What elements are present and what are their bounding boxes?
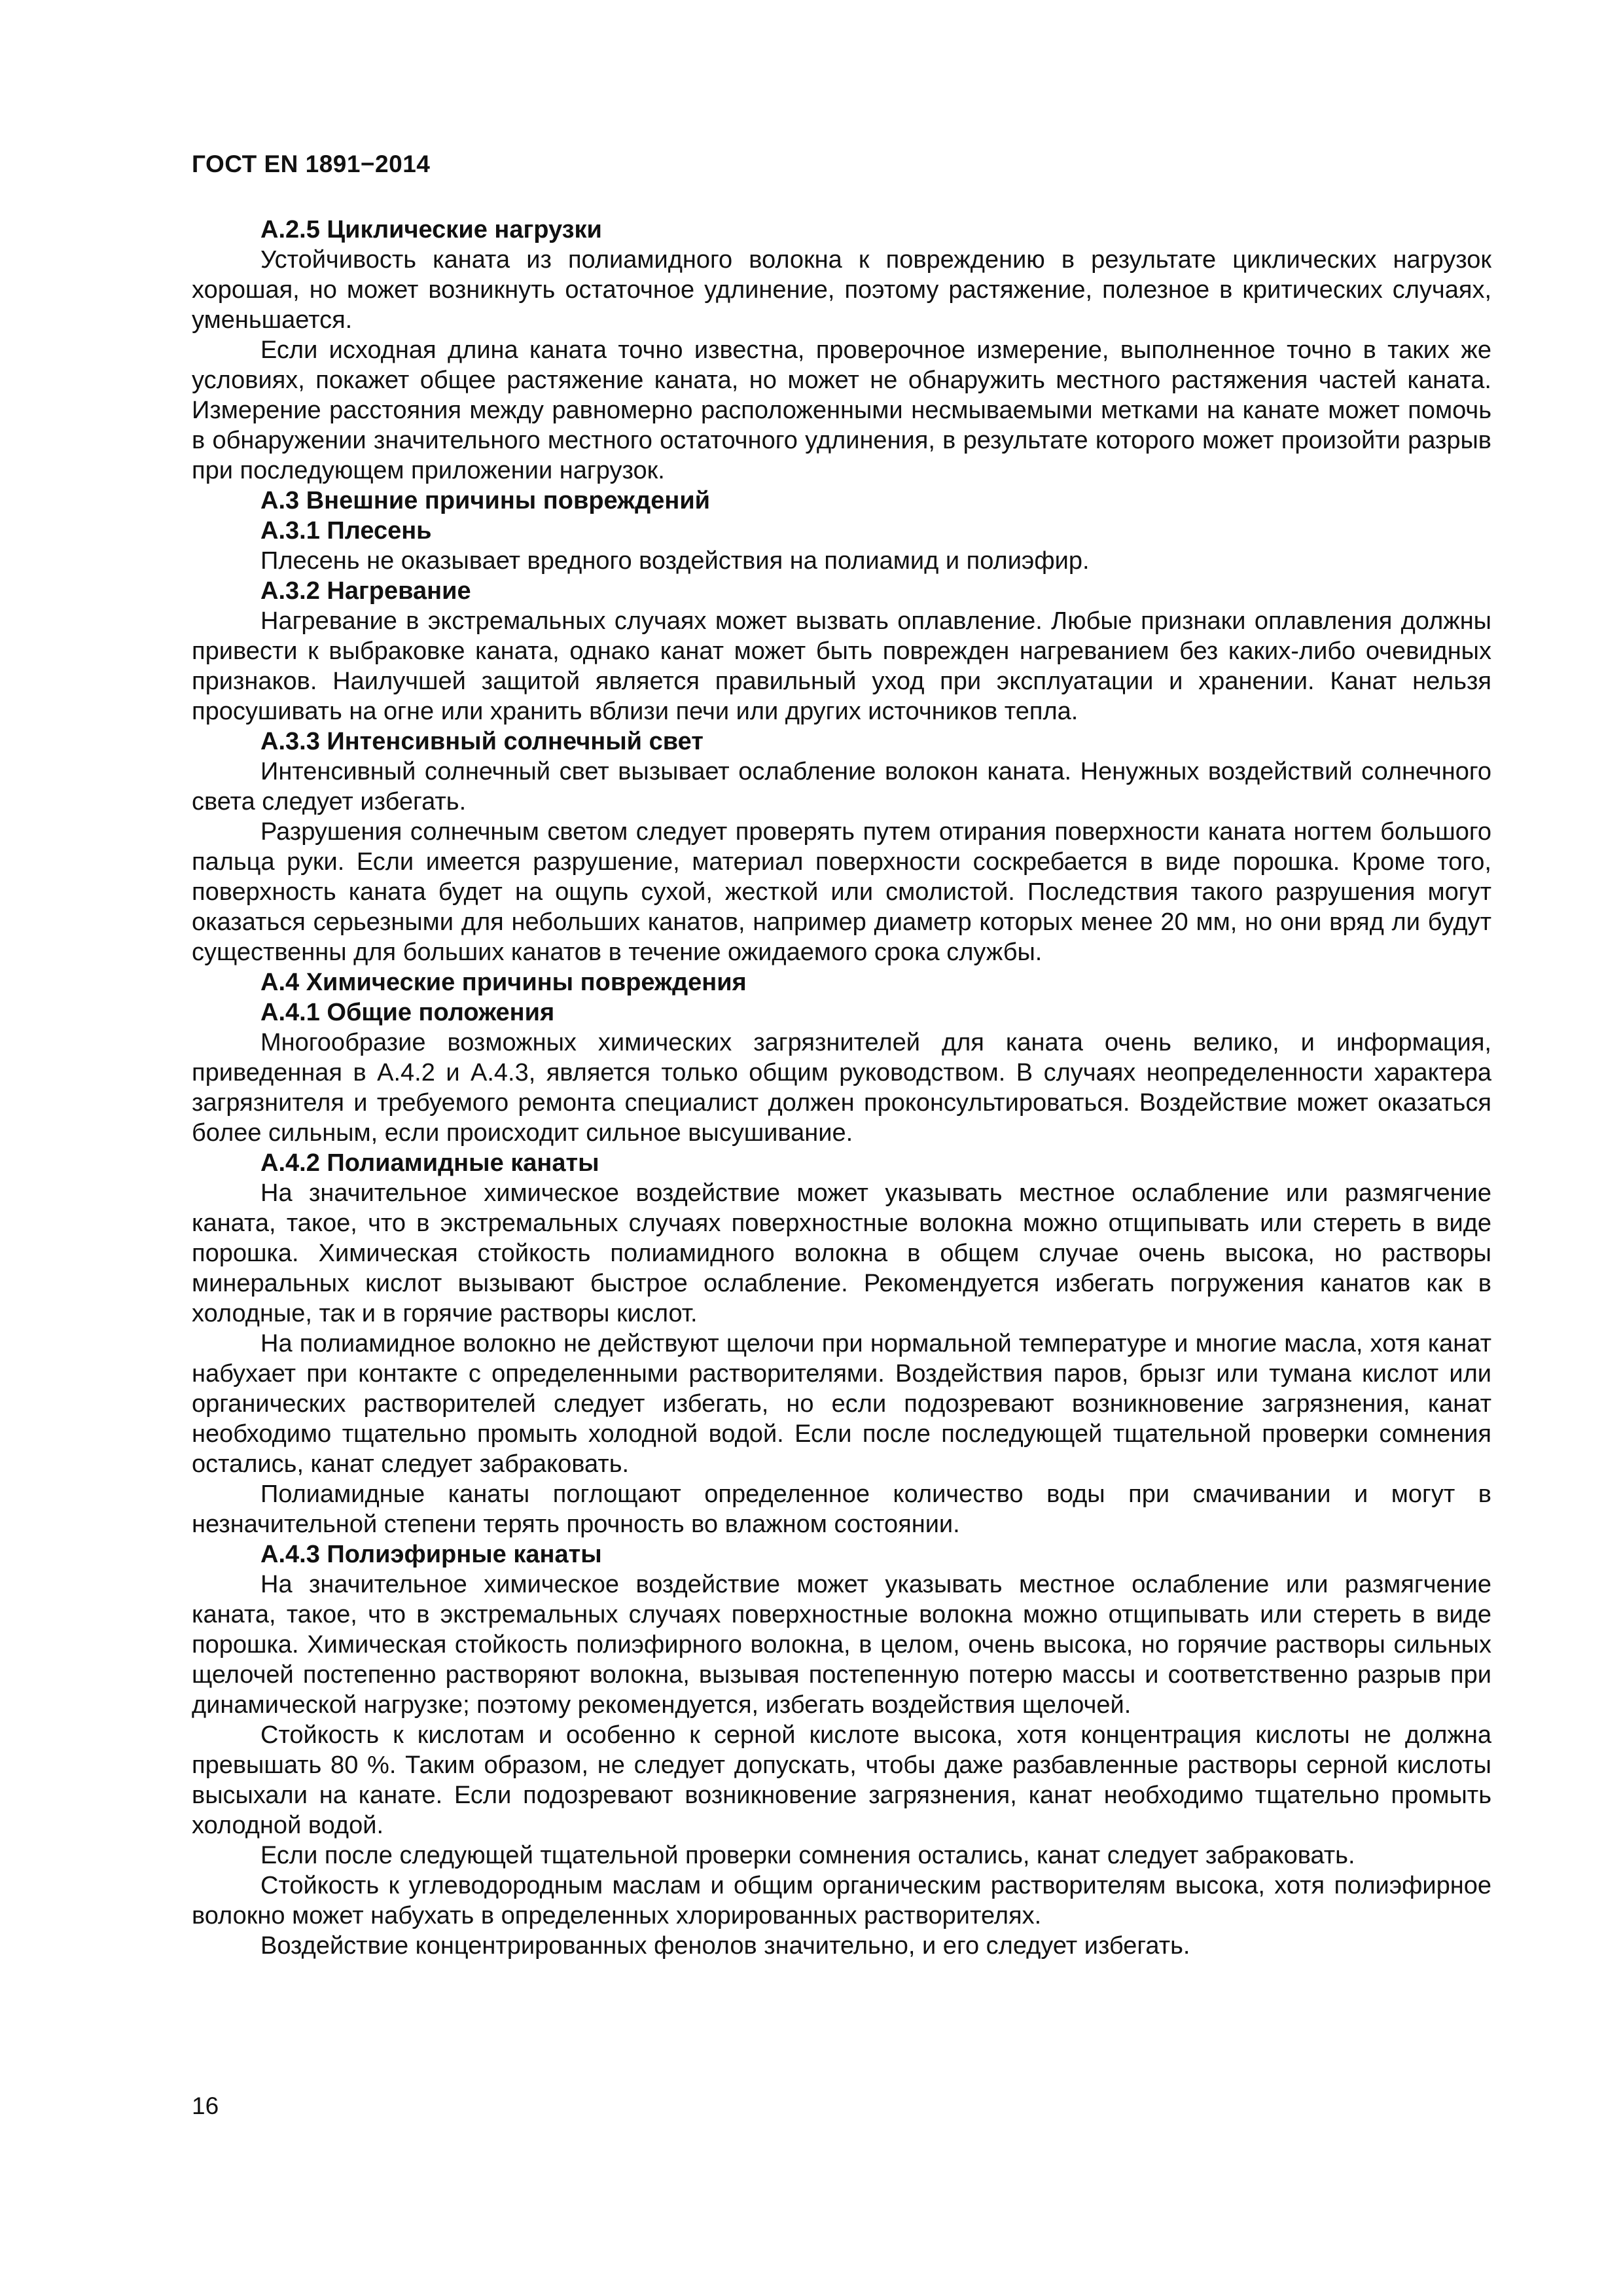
section-heading: А.4 Химические причины повреждения <box>260 969 747 996</box>
paragraph: На значительное химическое воздействие может указывать местное ослабление или размягчение каната, такое, что в экстремальных случаях поверхностные волокна можно отщипывать или стереть в виде порошка. Химическая стойкость полиамидного волокна в общем случае очень высока, но растворы минеральных кислот вызывают быстрое ослабление. Рекомендуется избегать погружения канатов как в холодные, так и в горячие растворы кислот. <box>192 1179 1491 1327</box>
section-heading: А.3.2 Нагревание <box>260 577 471 605</box>
section-heading: А.4.3 Полиэфирные канаты <box>260 1541 602 1568</box>
paragraph: Разрушения солнечным светом следует проверять путем отирания поверхности каната ногтем большого пальца руки. Если имеется разрушение, материал поверхности соскребается в виде порошка. Кроме того, поверхность каната будет на ощупь сухой, жесткой или смолистой. Последствия такого разрушения могут оказаться серьезными для небольших канатов, например диаметр которых менее 20 мм, но они вряд ли будут существенны для больших канатов в течение ожидаемого срока службы. <box>192 818 1491 966</box>
page-number: 16 <box>192 2092 219 2119</box>
section-heading: А.4.2 Полиамидные канаты <box>260 1149 599 1177</box>
section-heading: А.4.1 Общие положения <box>260 999 555 1026</box>
section-heading: А.2.5 Циклические нагрузки <box>260 216 602 243</box>
paragraph: На полиамидное волокно не действуют щелочи при нормальной температуре и многие масла, хотя канат набухает при контакте с определенными растворителями. Воздействия паров, брызг или тумана кислот или органических растворителей следует избегать, но если подозревают возникновение загрязнения, канат необходимо тщательно промыть холодной водой. Если после последующей тщательной проверки сомнения остались, канат следует забраковать. <box>192 1330 1491 1478</box>
section-heading: А.3.1 Плесень <box>260 517 432 545</box>
document-header: ГОСТ EN 1891−2014 <box>192 151 431 177</box>
paragraph: Воздействие концентрированных фенолов значительно, и его следует избегать. <box>260 1932 1190 1960</box>
paragraph: Полиамидные канаты поглощают определенное количество воды при смачивании и могут в незначительной степени терять прочность во влажном состоянии. <box>192 1480 1491 1538</box>
paragraph: Нагревание в экстремальных случаях может вызвать оплавление. Любые признаки оплавления должны привести к выбраковке каната, однако канат может быть поврежден нагреванием без каких-либо очевидных признаков. Наилучшей защитой является правильный уход при эксплуатации и хранении. Канат нельзя просушивать на огне или хранить вблизи печи или других источников тепла. <box>192 607 1491 725</box>
section-heading: А.3 Внешние причины повреждений <box>260 487 711 514</box>
document-body <box>192 215 1491 1961</box>
paragraph: Устойчивость каната из полиамидного волокна к повреждению в результате циклических нагрузок хорошая, но может возникнуть остаточное удлинение, поэтому растяжение, полезное в критических случаях, уменьшается. <box>192 246 1491 334</box>
paragraph: Если исходная длина каната точно известна, проверочное измерение, выполненное точно в таких же условиях, покажет общее растяжение каната, но может не обнаружить местного растяжения частей каната. Измерение расстояния между равномерно расположенными несмываемыми метками на канате может помочь в обнаружении значительного местного остаточного удлинения, в результате которого может произойти разрыв при последующем приложении нагрузок. <box>192 336 1491 484</box>
paragraph: Плесень не оказывает вредного воздействия на полиамид и полиэфир. <box>260 547 1090 575</box>
paragraph: Многообразие возможных химических загрязнителей для каната очень велико, и информация, приведенная в А.4.2 и А.4.3, является только общим руководством. В случаях неопределенности характера загрязнителя и требуемого ремонта специалист должен проконсультироваться. Воздействие может оказаться более сильным, если происходит сильное высушивание. <box>192 1029 1491 1147</box>
section-heading: А.3.3 Интенсивный солнечный свет <box>260 728 704 755</box>
paragraph: Интенсивный солнечный свет вызывает ослабление волокон каната. Ненужных воздействий солнечного света следует избегать. <box>192 758 1491 816</box>
paragraph: Стойкость к кислотам и особенно к серной кислоте высока, хотя концентрация кислоты не должна превышать 80 %. Таким образом, не следует допускать, чтобы даже разбавленные растворы серной кислоты высыхали на канате. Если подозревают возникновение загрязнения, канат необходимо тщательно промыть холодной водой. <box>192 1721 1491 1839</box>
paragraph: На значительное химическое воздействие может указывать местное ослабление или размягчение каната, такое, что в экстремальных случаях поверхностные волокна можно отщипывать или стереть в виде порошка. Химическая стойкость полиэфирного волокна, в целом, очень высока, но горячие растворы сильных щелочей постепенно растворяют волокна, вызывая постепенную потерю массы и соответственно разрыв при динамической нагрузке; поэтому рекомендуется, избегать воздействия щелочей. <box>192 1571 1491 1719</box>
paragraph: Если после следующей тщательной проверки сомнения остались, канат следует забраковать. <box>260 1842 1355 1869</box>
paragraph: Стойкость к углеводородным маслам и общим органическим растворителям высока, хотя полиэфирное волокно может набухать в определенных хлорированных растворителях. <box>192 1872 1491 1929</box>
